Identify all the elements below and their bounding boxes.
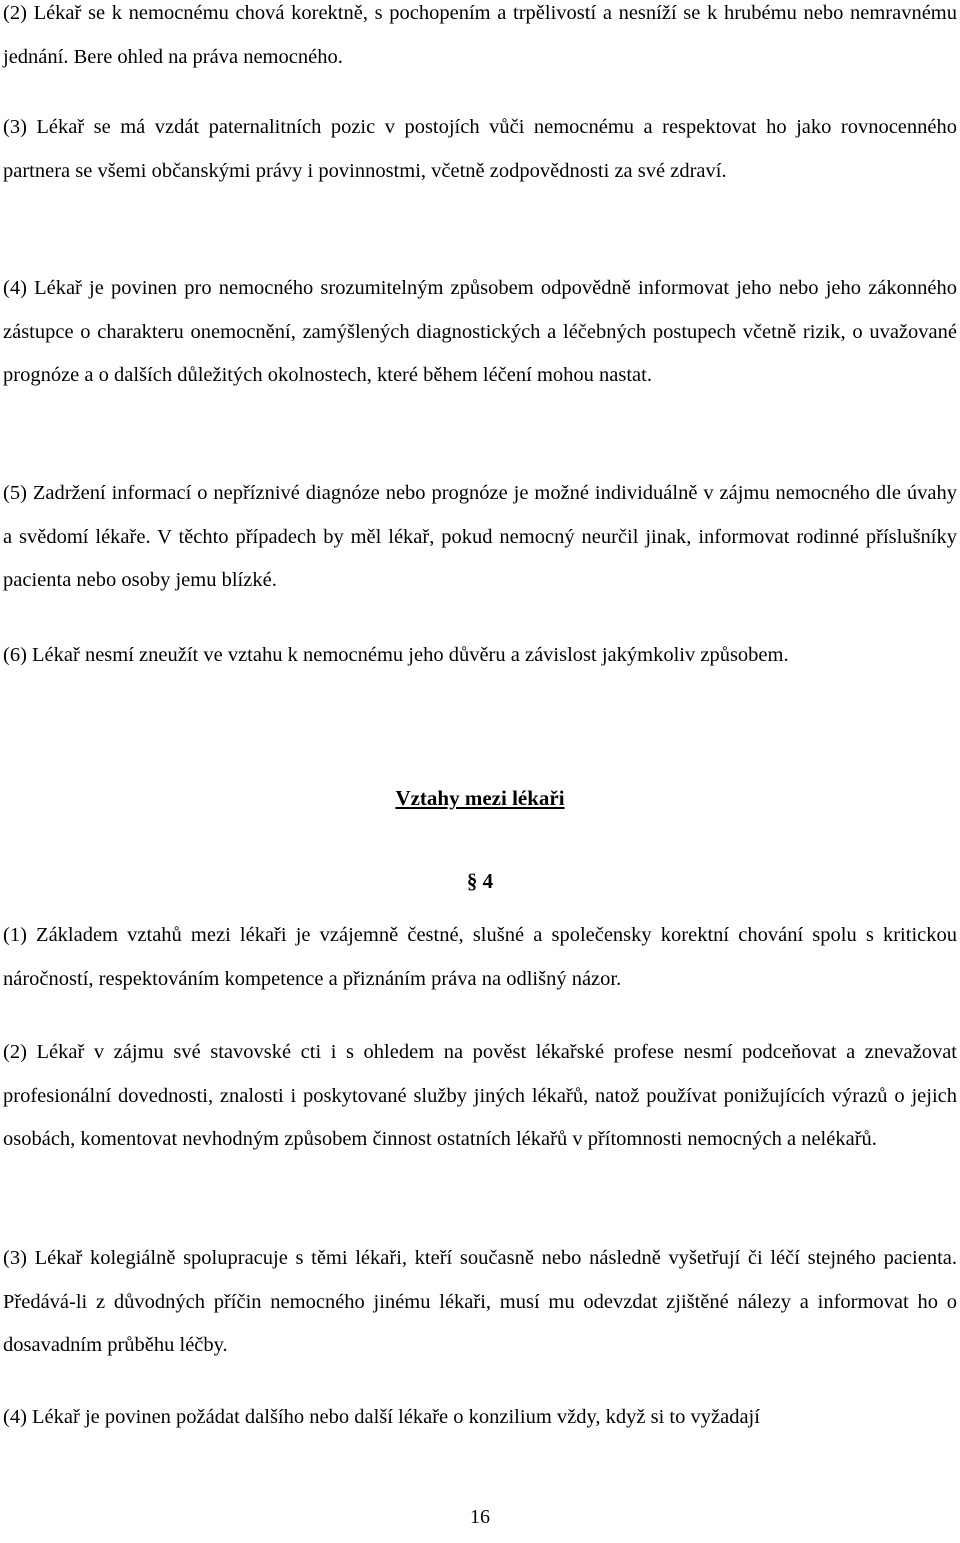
page-number: 16 (470, 1506, 490, 1528)
section-title: Vztahy mezi lékaři (395, 786, 565, 810)
paragraph-4-4: (4) Lékař je povinen požádat dalšího nebo další lékaře o konzilium vždy, když si to vyžadají (3, 1406, 760, 1428)
section-heading (0, 783, 960, 813)
paragraph-4-1: (1) Základem vztahů mezi lékaři je vzájemně čestné, slušné a společensky korektní chování spolu s kritickou náročností, respektováním kompetence a přiznáním práva na odlišný názor. (3, 924, 957, 990)
paragraph-4-3: (3) Lékař kolegiálně spolupracuje s těmi lékaři, kteří současně nebo následně vyšetřují či léčí stejného pacienta. Předává-li z důvodných příčin nemocného jinému lékaři, musí mu odevzdat zjištěné nálezy a informovat ho o dosavadním průběhu léčby. (3, 1247, 957, 1356)
paragraph-2: (2) Lékař se k nemocnému chová korektně, s pochopením a trpělivostí a nesníží se k hrubému nebo nemravnému jednání. Bere ohled na práva nemocného. (3, 2, 957, 68)
paragraph-3: (3) Lékař se má vzdát paternalitních pozic v postojích vůči nemocnému a respektovat ho jako rovnocenného partnera se všemi občanskými právy i povinnostmi, včetně zodpovědnosti za své zdraví. (3, 116, 957, 182)
paragraph-5: (5) Zadržení informací o nepříznivé diagnóze nebo prognóze je možné individuálně v zájmu nemocného dle úvahy a svědomí lékaře. V těchto případech by měl lékař, pokud nemocný neurčil jinak, informovat rodinné příslušníky pacienta nebo osoby jemu blízké. (3, 482, 957, 591)
section-mark: § 4 (466, 869, 494, 893)
paragraph-4-2: (2) Lékař v zájmu své stavovské cti i s ohledem na pověst lékařské profese nesmí podceňovat a znevažovat profesionální dovednosti, znalosti i poskytované služby jiných lékařů, natož používat ponižujících výrazů o jejich osobách, komentovat nevhodným způsobem činnost ostatních lékařů v přítomnosti nemocných a nelékařů. (3, 1041, 957, 1150)
paragraph-6: (6) Lékař nesmí zneužít ve vztahu k nemocnému jeho důvěru a závislost jakýmkoliv způsobem. (3, 644, 789, 666)
paragraph-4: (4) Lékař je povinen pro nemocného srozumitelným způsobem odpovědně informovat jeho nebo jeho zákonného zástupce o charakteru onemocnění, zamýšlených diagnostických a léčebných postupech včetně rizik, o uvažované prognóze a o dalších důležitých okolnostech, které během léčení mohou nastat. (3, 277, 957, 386)
